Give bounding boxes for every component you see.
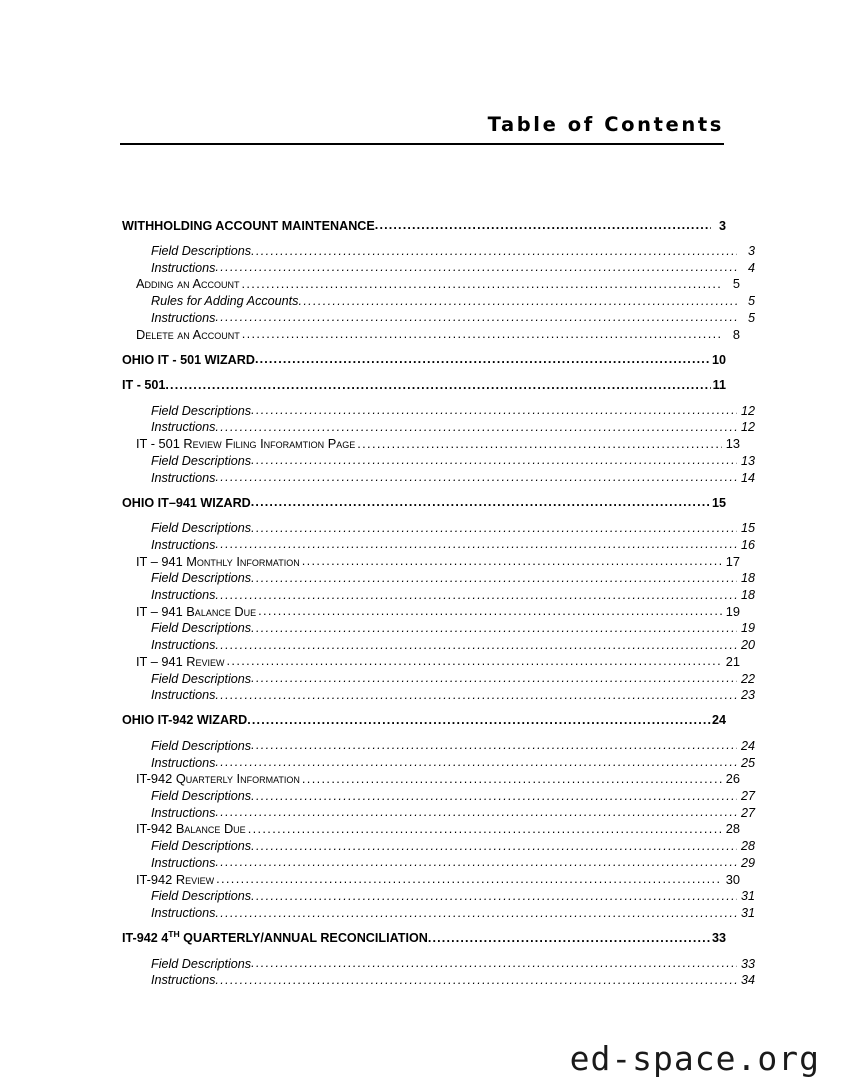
toc-entry-page-number: 28: [725, 821, 740, 837]
toc-entry-label: Field Descriptions: [151, 671, 252, 686]
page-title: Table of Contents: [487, 113, 724, 136]
toc-entry-page-number: 14: [740, 470, 755, 485]
toc-entry-level-3[interactable]: [120, 956, 755, 973]
toc-entry-level-2[interactable]: [120, 276, 740, 293]
toc-entry-level-1[interactable]: [120, 712, 726, 729]
toc-entry-label: IT – 941 Monthly Information: [136, 553, 300, 569]
toc-entry-page-number: 24: [740, 738, 755, 753]
toc-dot-leader: [215, 637, 737, 654]
toc-entry-label: IT-942 4TH QUARTERLY/ANNUAL RECONCILIATION: [122, 929, 428, 946]
toc-entry-page-number: 19: [740, 621, 755, 636]
toc-entry-label: Instructions: [151, 906, 216, 920]
toc-dot-leader: [215, 587, 737, 604]
toc-entry-label-superscript: TH: [168, 929, 180, 940]
toc-entry-page-number: 10: [711, 352, 726, 367]
toc-entry-page-number: 13: [740, 453, 755, 468]
toc-entry-level-3[interactable]: [120, 310, 755, 327]
toc-entry-level-3[interactable]: [120, 403, 755, 420]
toc-entry-page-number: 16: [740, 537, 755, 552]
toc-entry-label: Field Descriptions: [151, 839, 252, 854]
toc-dot-leader: [165, 377, 711, 394]
toc-dot-leader: [241, 276, 722, 293]
toc-dot-leader: [251, 452, 737, 469]
toc-entry-page-number: 29: [740, 855, 755, 870]
toc-entry-level-3[interactable]: [120, 972, 755, 989]
toc-entry-page-number: 11: [712, 378, 726, 393]
toc-entry-label: Field Descriptions: [151, 956, 252, 971]
toc-entry-label: Field Descriptions: [151, 244, 252, 258]
toc-entry-page-number: 20: [740, 638, 755, 653]
toc-entry-label: Instructions: [151, 855, 216, 870]
toc-entry-label: Field Descriptions: [151, 453, 252, 468]
toc-entry-page-number: 5: [732, 276, 740, 292]
toc-dot-leader: [215, 854, 737, 871]
toc-dot-leader: [428, 930, 711, 947]
toc-entry-level-3[interactable]: [120, 637, 755, 654]
toc-entry-level-2[interactable]: [120, 872, 740, 889]
toc-entry-label: Instructions: [151, 420, 216, 435]
toc-entry-label: Instructions: [151, 588, 216, 603]
toc-entry-level-2[interactable]: [120, 654, 740, 671]
toc-entry-page-number: 33: [740, 956, 755, 971]
toc-entry-label: Field Descriptions: [151, 789, 252, 804]
toc-entry-level-3[interactable]: [120, 671, 755, 688]
toc-entry-level-1[interactable]: [120, 218, 726, 235]
toc-entry-page-number: 12: [740, 420, 755, 435]
toc-entry-label: Field Descriptions: [151, 571, 252, 586]
toc-entry-page-number: 5: [747, 294, 755, 309]
toc-entry-label: WITHHOLDING ACCOUNT MAINTENANCE: [122, 218, 375, 233]
toc-entry-label: IT – 941 Balance Due: [136, 603, 257, 619]
toc-entry-page-number: 33: [711, 931, 726, 946]
toc-entry-label: OHIO IT–941 WIZARD: [122, 495, 251, 510]
toc-entry-page-number: 3: [747, 244, 755, 258]
toc-dot-leader: [251, 955, 737, 972]
toc-entry-level-3[interactable]: [120, 788, 755, 805]
toc-entry-level-2[interactable]: [120, 604, 740, 621]
toc-entry-page-number: 8: [732, 326, 740, 342]
toc-dot-leader: [227, 653, 722, 670]
toc-entry-label: OHIO IT - 501 WIZARD: [122, 352, 255, 367]
toc-dot-leader: [302, 553, 722, 570]
toc-entry-page-number: 22: [740, 671, 755, 686]
toc-entry-label: Delete an Account: [136, 326, 240, 342]
toc-entry-level-3[interactable]: [120, 738, 755, 755]
toc-dot-leader: [247, 712, 711, 729]
toc-entry-level-3[interactable]: [120, 687, 755, 704]
toc-dot-leader: [251, 620, 737, 637]
toc-entry-label: Field Descriptions: [151, 621, 252, 636]
toc-entry-page-number: 18: [740, 571, 755, 586]
toc-entry-level-3[interactable]: [120, 838, 755, 855]
toc-entry-level-3[interactable]: [120, 293, 755, 310]
toc-dot-leader: [251, 888, 737, 905]
toc-entry-page-number: 34: [740, 973, 755, 988]
toc-dot-leader: [251, 838, 737, 855]
toc-entry-level-3[interactable]: [120, 855, 755, 872]
toc-dot-leader: [215, 754, 737, 771]
toc-dot-leader: [251, 570, 737, 587]
toc-entry-page-number: 21: [725, 653, 740, 669]
toc-dot-leader: [215, 469, 737, 486]
toc-dot-leader: [298, 293, 737, 310]
toc-entry-page-number: 15: [711, 495, 726, 510]
toc-entry-label: IT-942 Balance Due: [136, 821, 246, 837]
toc-entry-label: Instructions: [151, 973, 216, 988]
toc-entry-label: Instructions: [151, 638, 216, 653]
toc-entry-level-1[interactable]: [120, 377, 726, 394]
toc-entry-page-number: 30: [725, 871, 740, 887]
toc-entry-level-1[interactable]: [120, 495, 726, 512]
toc-entry-level-3[interactable]: [120, 520, 755, 537]
toc-dot-leader: [242, 326, 722, 343]
toc-entry-level-3[interactable]: [120, 537, 755, 554]
toc-entry-level-3[interactable]: [120, 243, 755, 260]
toc-entry-level-1[interactable]: [120, 352, 726, 369]
toc-entry-label: Instructions: [151, 470, 216, 485]
toc-entry-page-number: 26: [725, 771, 740, 787]
toc-dot-leader: [215, 536, 737, 553]
toc-entry-page-number: 18: [740, 588, 755, 603]
toc-dot-leader: [248, 821, 722, 838]
toc-dot-leader: [215, 905, 737, 922]
toc-entry-label: OHIO IT-942 WIZARD: [122, 713, 248, 728]
header-divider: [120, 143, 724, 145]
toc-entry-page-number: 4: [747, 260, 755, 275]
toc-entry-page-number: 15: [740, 521, 755, 536]
page-header: [120, 112, 724, 145]
toc-entry-page-number: 28: [740, 839, 755, 854]
toc-entry-level-1[interactable]: [120, 930, 726, 947]
toc-entry-page-number: 24: [711, 713, 726, 728]
watermark: ed-space.org: [569, 1039, 820, 1078]
toc-entry-label: Adding an Account: [136, 276, 240, 292]
toc-entry-page-number: 27: [740, 789, 755, 804]
toc-entry-level-3[interactable]: [120, 587, 755, 604]
toc-entry-label: IT-942 Quarterly Information: [136, 771, 300, 787]
toc-entry-label: IT – 941 Review: [136, 653, 225, 669]
toc-dot-leader: [251, 737, 737, 754]
toc-entry-level-2[interactable]: [120, 821, 740, 838]
toc-entry-page-number: 13: [725, 436, 740, 452]
toc-entry-level-2[interactable]: [120, 436, 740, 453]
toc-dot-leader: [215, 259, 737, 276]
toc-entry-page-number: 12: [740, 403, 755, 418]
toc-entry-label: Instructions: [151, 537, 216, 552]
toc-dot-leader: [251, 243, 737, 260]
toc-dot-leader: [251, 670, 737, 687]
toc-dot-leader: [357, 436, 722, 453]
toc-entry-level-3[interactable]: [120, 888, 755, 905]
toc-entry-label: Instructions: [151, 805, 216, 820]
toc-dot-leader: [215, 419, 737, 436]
toc-entry-label: Instructions: [151, 260, 216, 275]
toc-entry-label: Field Descriptions: [151, 521, 252, 536]
toc-entry-level-3[interactable]: [120, 453, 755, 470]
toc-entry-label: Field Descriptions: [151, 889, 252, 904]
toc-entry-label: IT-942 Review: [136, 871, 215, 887]
toc-entry-page-number: 27: [740, 805, 755, 820]
toc-dot-leader: [255, 351, 711, 368]
toc-dot-leader: [251, 788, 737, 805]
toc-entry-label: Field Descriptions: [151, 738, 252, 753]
toc-dot-leader: [251, 520, 737, 537]
toc-entry-label: IT - 501: [122, 378, 166, 393]
toc-entry-level-3[interactable]: [120, 905, 755, 922]
toc-entry-label: Instructions: [151, 755, 216, 770]
toc-entry-level-3[interactable]: [120, 419, 755, 436]
toc-entry-level-3[interactable]: [120, 570, 755, 587]
toc-entry-label: Instructions: [151, 688, 216, 703]
toc-entry-page-number: 31: [740, 889, 755, 904]
toc-dot-leader: [215, 309, 737, 326]
toc-entry-page-number: 31: [740, 906, 755, 920]
toc-entry-level-3[interactable]: [120, 260, 755, 277]
toc-entry-level-2[interactable]: [120, 771, 740, 788]
toc-dot-leader: [216, 871, 722, 888]
toc-dot-leader: [302, 771, 722, 788]
toc-dot-leader: [215, 687, 737, 704]
toc-entry-page-number: 25: [740, 755, 755, 770]
toc-entry-page-number: 3: [718, 218, 726, 233]
toc-entry-label: IT - 501 Review Filing Inforamtion Page: [136, 436, 356, 452]
toc-entry-level-3[interactable]: [120, 470, 755, 487]
toc-dot-leader: [215, 972, 737, 989]
toc-entry-page-number: 5: [747, 310, 755, 325]
toc-entry-level-3[interactable]: [120, 755, 755, 772]
toc-entry-level-3[interactable]: [120, 805, 755, 822]
toc-entry-page-number: 19: [725, 603, 740, 619]
table-of-contents-list: [120, 209, 755, 989]
toc-entry-label: Rules for Adding Accounts: [151, 294, 299, 309]
toc-dot-leader: [375, 217, 711, 234]
toc-entry-level-2[interactable]: [120, 554, 740, 571]
toc-entry-level-2[interactable]: [120, 327, 740, 344]
toc-entry-label: Field Descriptions: [151, 403, 252, 418]
toc-entry-page-number: 17: [725, 553, 740, 569]
toc-entry-page-number: 23: [740, 688, 755, 703]
toc-entry-level-3[interactable]: [120, 620, 755, 637]
toc-dot-leader: [251, 402, 737, 419]
toc-dot-leader: [251, 494, 711, 511]
toc-entry-label: Instructions: [151, 310, 216, 325]
toc-dot-leader: [258, 603, 722, 620]
toc-dot-leader: [215, 804, 737, 821]
